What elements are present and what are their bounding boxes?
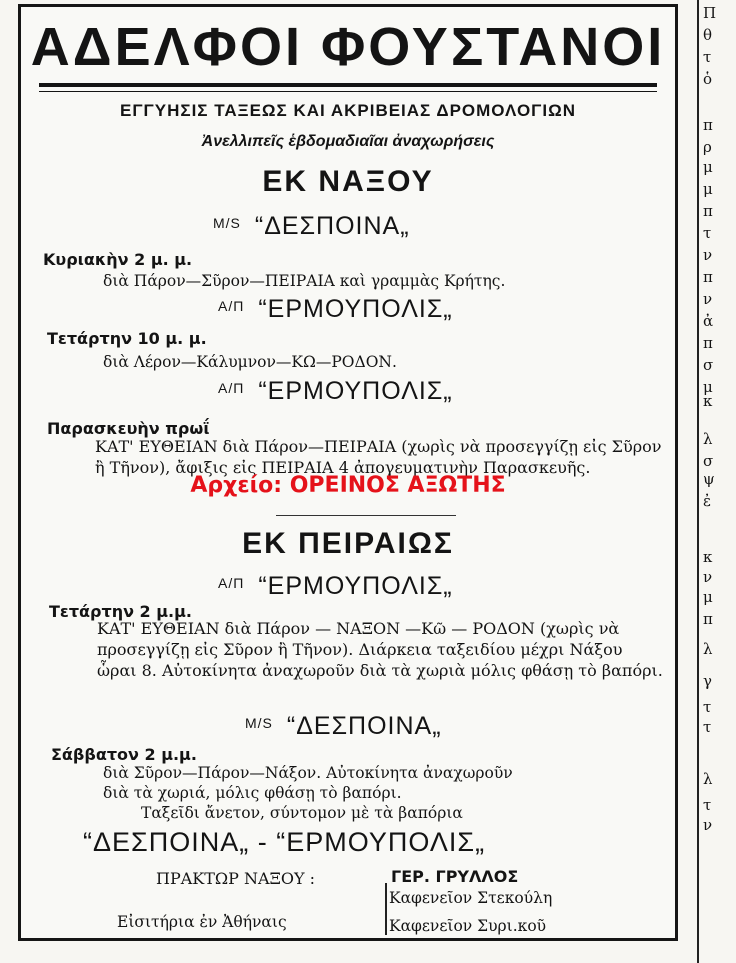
column-letter: σ	[703, 452, 714, 470]
column-letter: ν	[703, 246, 713, 264]
title-rule-thin	[39, 91, 657, 92]
route-friday: ΚΑΤ' ΕΥΘΕΙΑΝ διὰ Πάρον—ΠΕΙΡΑΙΑ (χωρὶς νὰ προσεγγίζῃ εἰς Σῦρον ἢ Τῆνον), ἄφιξις εἰς ΠΕΙΡΑΙΑ 4 ἀπογευματινὴν Παρασκευῆς.	[95, 437, 662, 477]
column-letter: τ	[703, 796, 712, 814]
column-letter: ν	[703, 290, 713, 308]
column-letter: γ	[703, 672, 712, 690]
cafe-syrikou: Καφενεῖον Συρι.κοῦ	[389, 917, 547, 935]
route-saturday-1: διὰ Σῦρον—Πάρον—Νάξον. Αὐτοκίνητα ἀναχωροῦν	[103, 764, 513, 782]
day-saturday: Σάββατον 2 μ.μ.	[51, 745, 197, 764]
column-letter: ὁ	[703, 70, 713, 88]
section-from-piraeus: ΕΚ ΠΕΙΡΑΙΩΣ	[242, 527, 454, 560]
column-letter: τ	[703, 48, 712, 66]
ship-despoina-1	[213, 212, 410, 241]
column-letter: ψ	[703, 470, 715, 488]
ship-prefix: Α/Π	[218, 298, 245, 314]
column-letter: τ	[703, 718, 712, 736]
cafe-stekouli: Καφενεῖον Στεκούλη	[389, 889, 553, 907]
day-sunday: Κυριακὴν 2 μ. μ.	[43, 250, 193, 269]
ship-prefix: Α/Π	[218, 380, 245, 396]
ship-despoina-2	[245, 712, 442, 741]
agent-label: ΠΡΑΚΤΩΡ ΝΑΞΟΥ :	[156, 869, 315, 888]
column-letter: μ	[703, 180, 713, 198]
column-letter: τ	[703, 224, 712, 242]
column-letter: π	[703, 268, 713, 286]
ship-prefix: M/S	[213, 215, 241, 231]
ship-name: “ΕΡΜΟΥΠΟΛΙΣ„	[258, 377, 453, 405]
title-rule-thick	[39, 83, 657, 87]
day-friday: Παρασκευὴν πρωΐ	[47, 419, 210, 438]
section-from-naxos: ΕΚ ΝΑΞΟΥ	[262, 165, 434, 198]
route-wednesday-piraeus: ΚΑΤ' ΕΥΘΕΙΑΝ διὰ Πάρον — ΝΑΞΟΝ —Κῶ — ΡΟΔΟΝ (χωρὶς νὰ προσεγγίζῃ εἰς Σῦρον ἢ Τῆνον). Διάρκεια ταξειδίου μέχρι Νάξου ὧραι 8. Αὐτοκίνητα ἀναχωροῦν διὰ τὰ χωριὰ μόλις φθάσῃ τὸ βαπόρι.	[97, 619, 663, 680]
adjacent-column-fragment	[697, 0, 736, 963]
day-wednesday: Τετάρτην 10 μ. μ.	[47, 329, 207, 348]
column-letter: ἀ	[703, 312, 714, 330]
ship-name: “ΔΕΣΠΟΙΝΑ„	[286, 712, 442, 740]
column-letter: ν	[703, 568, 713, 586]
column-letter: Π	[703, 4, 717, 22]
archive-watermark: Αρχείο: ΟΡΕΙΝΟΣ ΑΞΩΤΗΣ	[190, 473, 506, 498]
footer-ships: “ΔΕΣΠΟΙΝΑ„ - “ΕΡΜΟΥΠΟΛΙΣ„	[83, 827, 486, 857]
column-letter: κ	[703, 548, 713, 566]
column-letter: π	[703, 116, 713, 134]
column-letter: π	[703, 334, 713, 352]
column-letter: μ	[703, 588, 713, 606]
column-letter: τ	[703, 698, 712, 716]
brace-divider	[377, 883, 387, 935]
route-saturday-3: Ταξεῖδι ἄνετον, σύντομον μὲ τὰ βαπόρια	[141, 804, 463, 822]
tickets-label: Εἰσιτήρια ἐν Ἀθήναις	[117, 913, 287, 931]
ship-prefix: M/S	[245, 715, 273, 731]
ship-name: “ΔΕΣΠΟΙΝΑ„	[254, 212, 410, 240]
column-letter: ἐ	[703, 492, 712, 510]
column-letter: λ	[703, 430, 713, 448]
column-letter: μ	[703, 158, 713, 176]
column-letter: π	[703, 202, 713, 220]
ship-name: “ΕΡΜΟΥΠΟΛΙΣ„	[258, 295, 453, 323]
column-letter: θ	[703, 26, 713, 44]
column-letter: σ	[703, 356, 714, 374]
route-saturday-2: διὰ τὰ χωριά, μόλις φθάσῃ τὸ βαπόρι.	[103, 784, 402, 802]
ship-name: “ΕΡΜΟΥΠΟΛΙΣ„	[258, 572, 453, 600]
advertisement	[18, 4, 678, 941]
route-wednesday: διὰ Λέρον—Κάλυμνον—ΚΩ—ΡΟΔΟΝ.	[103, 353, 397, 371]
ship-ermoupolis-2	[218, 377, 453, 406]
column-letter: π	[703, 610, 713, 628]
tagline-guarantee: ΕΓΓΥΗΣΙΣ ΤΑΞΕΩΣ ΚΑΙ ΑΚΡΙΒΕΙΑΣ ΔΡΟΜΟΛΟΓΙΩΝ	[119, 101, 577, 120]
column-letter: ν	[703, 816, 713, 834]
column-letter: λ	[703, 640, 713, 658]
agent-name: ΓΕΡ. ΓΡΥΛΛΟΣ	[391, 867, 519, 886]
section-divider	[276, 515, 456, 516]
ship-prefix: Α/Π	[218, 575, 245, 591]
column-letter: μ	[703, 378, 713, 396]
ad-title: ΑΔΕΛΦΟΙ ΦΟΥΣΤΑΝΟΙ	[30, 17, 666, 77]
ship-ermoupolis-3	[218, 572, 453, 601]
tagline-weekly: Ἀνελλιπεῖς ἑβδομαδιαῖαι ἀναχωρήσεις	[201, 133, 495, 150]
column-letter: ρ	[703, 138, 712, 156]
column-letter: κ	[703, 392, 713, 410]
ship-ermoupolis-1	[218, 295, 453, 324]
route-sunday: διὰ Πάρον—Σῦρον—ΠΕΙΡΑΙΑ καὶ γραμμὰς Κρήτης.	[103, 272, 506, 290]
column-letter: λ	[703, 770, 713, 788]
day-wednesday-piraeus: Τετάρτην 2 μ.μ.	[49, 602, 192, 621]
